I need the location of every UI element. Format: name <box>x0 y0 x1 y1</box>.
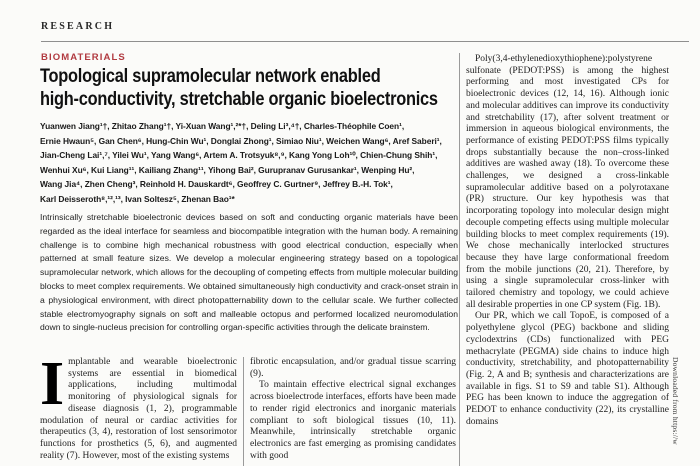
opening-paragraph-text: mplantable and wearable bioelectronic systems are essential in biomedical applications, including multimodal monitoring of physiological signals for disease diagnosis (1, 2), programmable modulation of neural or cardiac activities for therapeutics (3, 4), restoration of lost sensorimotor functions for prosthetics (5, 6), and augmented reality (7). However, most of the existing systems <box>40 357 237 461</box>
body-paragraph: Our PR, which we call TopoE, is composed of a polyethylene glycol (PEG) backbone and sliding cyclodextrins (CDs) functionalized with PEG methacrylate (PEGMA) side chains to induce high conductivity, stretchability, and photopatternability (Fig. 2, A and B; synthesis and characterizations are available in figs. S1 to S9 and table S1). Although PEG has been known to induce the aggregation of PEDOT to enhance conductivity (22), its crystalline domains <box>466 311 669 427</box>
column-rule-right <box>459 53 460 466</box>
author-list <box>40 119 510 207</box>
author-line: Yuanwen Jiang¹†, Zhitao Zhang¹†, Yi-Xuan Wang¹,²*†, Deling Li³,⁴†, Charles-Théophile Coen¹, <box>40 121 405 131</box>
column-rule-left <box>243 357 244 466</box>
article-title-line2: high-conductivity, stretchable organic bioelectronics <box>40 88 438 110</box>
header-rule <box>41 41 689 42</box>
author-line: Wang Jia⁴, Zhen Cheng³, Reinhold H. Dauskardt⁶, Geoffrey C. Gurtner⁹, Jeffrey B.-H. Tok¹, <box>40 179 393 190</box>
opening-paragraph <box>40 357 237 462</box>
body-column-left <box>40 357 237 466</box>
section-label: BIOMATERIALS <box>41 52 126 63</box>
body-paragraph: fibrotic encapsulation, and/or gradual tissue scarring (9). <box>250 357 456 379</box>
article-title-line1: Topological supramolecular network enabled <box>40 65 381 87</box>
body-column-right <box>466 54 669 466</box>
author-line: Jian-Cheng Lai¹,⁷, Yilei Wu¹, Yang Wang⁶, Artem A. Trotsyuk⁸,⁹, Kang Yong Loh¹⁰, Chien-Chung Shih¹, <box>40 150 438 161</box>
author-line: Karl Deisseroth⁸,¹²,¹³, Ivan Soltesz⁵, Zhenan Bao¹* <box>40 193 235 204</box>
body-paragraph: To maintain effective electrical signal exchanges across bioelectrode interfaces, efforts have been made to render rigid electronics and inorganic materials compliant to soft biological tissues (10, 11). Meanwhile, intrinsically stretchable organic electronics are fast emerging as promising candidates with good <box>250 380 456 461</box>
author-line: Ernie Hwaun⁵, Gan Chen⁶, Hung-Chin Wu¹, Donglai Zhong¹, Simiao Niu¹, Weichen Wang⁶, Aref Saberi¹, <box>40 135 442 146</box>
drop-cap: I <box>40 357 65 418</box>
article-title <box>40 65 477 111</box>
author-line: Wenhui Xu⁶, Kui Liang¹¹, Kailiang Zhang¹¹, Yihong Bai², Gurupranav Gurusankar¹, Wenping Hu², <box>40 164 415 175</box>
download-watermark: Downloaded from https://w <box>671 357 680 445</box>
body-paragraph: Poly(3,4-ethylenedioxythiophene):polystyrene sulfonate (PEDOT:PSS) is among the highest performing and most investigated CPs for bioelectronic devices (12, 14, 16). Although ionic and molecular additives can improve its conductivity and stretchability (17), after solvent treatment or immersion in aqueous biological environments, the performance of existing PEDOT:PSS films typically drops substantially because the non–cross-linked additives are washed away (18). To overcome these challenges, we designed a cross-linkable supramolecular additive based on a polyrotaxane (PR) structure. Our key hypothesis was that incorporating topology into molecular design might decouple competing effects using multiple molecular building blocks to meet complex requirements (19). We chose mechanically interlocked structures because they have large conformational freedom from the mobile junctions (20, 21). Therefore, by using a single supramolecular cross-linker with tailored chemistry and topology, we could achieve all desirable properties in one CP system (Fig. 1B). <box>466 54 669 310</box>
running-head: RESEARCH <box>41 21 115 32</box>
abstract: Intrinsically stretchable bioelectronic devices based on soft and conducting organic materials have been regarded as the ideal interface for seamless and biocompatible integration with the human body. A remaining challenge is to combine high mechanical robustness with good electrical conduction, especially when patterned at small feature sizes. We develop a molecular engineering strategy based on a topological supramolecular network, which allows for the decoupling of competing effects from multiple molecular building blocks to meet complex requirements. We obtained simultaneously high conductivity and crack-onset strain in a physiological environment, with direct photopatternability down to the cellular scale. We further collected stable electromyography signals on soft and malleable octopus and performed localized neuromodulation down to single-nucleus precision for controlling organ-specific activities through the delicate brainstem. <box>40 212 458 333</box>
body-column-middle <box>250 357 456 466</box>
